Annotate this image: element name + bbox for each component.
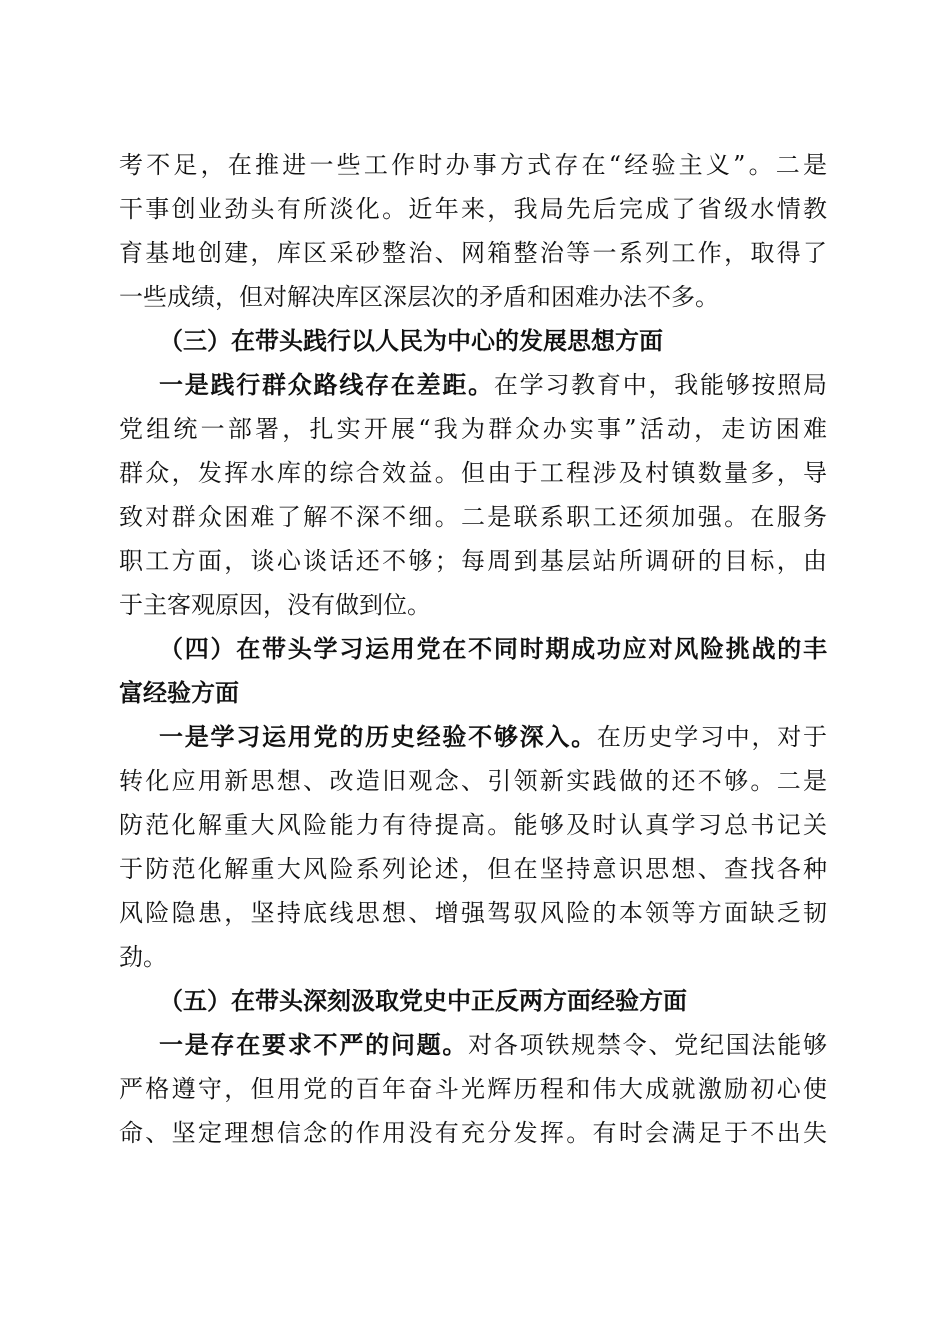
text-line: 考不足，在推进一些工作时办事方式存在“经验主义”。二是: [119, 151, 827, 179]
text-line: 群众，发挥水库的综合效益。但由于工程涉及村镇数量多，导: [119, 459, 827, 487]
text-line: 一些成绩，但对解决库区深层次的矛盾和困难办法不多。: [119, 283, 719, 311]
section-heading-5: （五）在带头深刻汲取党史中正反两方面经验方面: [159, 986, 687, 1015]
paragraph-lead: 一是学习运用党的历史经验不够深入。: [159, 722, 597, 751]
text-segment: 在历史学习中，对于: [596, 723, 828, 751]
paragraph-lead: 一是践行群众路线存在差距。: [159, 370, 494, 399]
section-heading-3: （三）在带头践行以人民为中心的发展思想方面: [159, 326, 663, 355]
text-line: 党组统一部署，扎实开展“我为群众办实事”活动，走访困难: [119, 415, 827, 443]
text-line: 育基地创建，库区采砂整治、网箱整治等一系列工作，取得了: [119, 239, 827, 267]
text-line: 命、坚定理想信念的作用没有充分发挥。有时会满足于不出失: [119, 1119, 827, 1147]
text-segment: 对各项铁规禁令、党纪国法能够: [468, 1031, 828, 1059]
text-line: [119, 715, 827, 759]
text-line: 防范化解重大风险能力有待提高。能够及时认真学习总书记关: [119, 811, 827, 839]
section-heading-4: （四）在带头学习运用党在不同时期成功应对风险挑战的丰: [159, 634, 827, 663]
text-line: 风险隐患，坚持底线思想、增强驾驭风险的本领等方面缺乏韧: [119, 899, 827, 927]
text-line: [119, 363, 827, 407]
text-line: 劲。: [119, 943, 167, 971]
text-line: 致对群众困难了解不深不细。二是联系职工还须加强。在服务: [119, 503, 827, 531]
section-heading-4-cont: 富经验方面: [119, 678, 239, 707]
text-line: [119, 1023, 827, 1067]
text-line: 职工方面，谈心谈话还不够；每周到基层站所调研的目标，由: [119, 547, 827, 575]
document-body: [119, 143, 827, 1155]
text-line: 转化应用新思想、改造旧观念、引领新实践做的还不够。二是: [119, 767, 827, 795]
paragraph-lead: 一是存在要求不严的问题。: [159, 1030, 469, 1059]
text-line: 于防范化解重大风险系列论述，但在坚持意识思想、查找各种: [119, 855, 827, 883]
text-line: 于主客观原因，没有做到位。: [119, 591, 431, 619]
text-line: 严格遵守，但用党的百年奋斗光辉历程和伟大成就激励初心使: [119, 1075, 827, 1103]
text-segment: 在学习教育中，我能够按照局: [493, 371, 828, 399]
text-line: 干事创业劲头有所淡化。近年来，我局先后完成了省级水情教: [119, 195, 827, 223]
